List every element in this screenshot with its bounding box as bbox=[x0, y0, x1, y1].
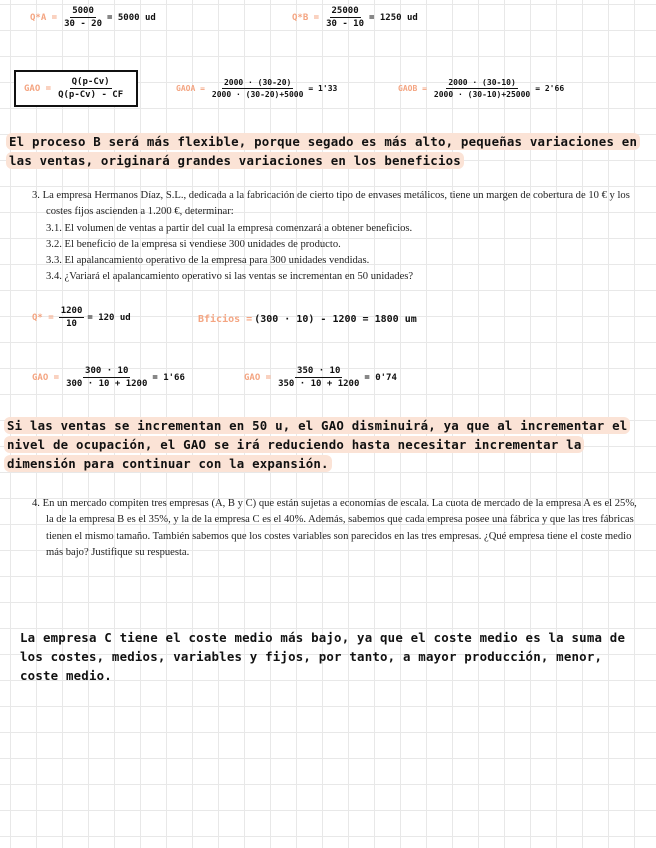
question-3 bbox=[32, 188, 632, 286]
formula-numerator: 2000 · (30-20) bbox=[223, 78, 292, 87]
formula-label: Bficios = bbox=[198, 314, 253, 325]
formula-result: = 5000 ud bbox=[107, 12, 156, 23]
formula-denominator: 30 - 10 bbox=[326, 19, 365, 29]
answer-4-text: La empresa C tiene el coste medio más bajo, ya que el coste medio es la suma de los costes, medios, variables y fijos, por tanto, a mayor producción, menor, coste medio. bbox=[20, 630, 626, 683]
formula-result: = 1'66 bbox=[152, 372, 185, 383]
question-3-item: 3.3. El apalancamiento operativo de la empresa para 300 unidades vendidas. bbox=[46, 255, 370, 267]
formula-denominator: Q(p-Cv) - CF bbox=[58, 90, 124, 100]
formula-gao-b bbox=[398, 78, 564, 99]
formula-result: = 1'33 bbox=[308, 84, 338, 93]
question-4 bbox=[32, 496, 638, 561]
formula-denominator: 300 · 10 + 1200 bbox=[66, 379, 148, 389]
formula-denominator: 2000 · (30-10)+25000 bbox=[433, 90, 531, 99]
formula-gao-350 bbox=[244, 366, 397, 389]
formula-label: GAO = bbox=[244, 372, 272, 383]
answer-1 bbox=[6, 132, 646, 170]
answer-4 bbox=[20, 628, 646, 685]
question-3-list bbox=[32, 221, 632, 286]
formula-label: Q*B = bbox=[292, 12, 320, 23]
formula-gao-300 bbox=[32, 366, 185, 389]
formula-numerator: 2000 · (30-10) bbox=[448, 78, 516, 87]
formula-denominator: 10 bbox=[66, 319, 77, 329]
formula-qa bbox=[30, 6, 156, 29]
formula-result: = 1250 ud bbox=[369, 12, 418, 23]
formula-result: = 0'74 bbox=[364, 372, 397, 383]
formula-label: GAOA = bbox=[176, 84, 205, 93]
question-3-item: 3.2. El beneficio de la empresa si vendiese 300 unidades de producto. bbox=[46, 238, 341, 250]
formula-numerator: 300 · 10 bbox=[85, 366, 129, 376]
formula-numerator: 1200 bbox=[60, 306, 83, 316]
formula-result: = 120 ud bbox=[87, 312, 131, 323]
formula-bficios bbox=[198, 314, 417, 325]
question-3-item: 3.1. El volumen de ventas a partir del cual la empresa comenzará a obtener beneficios. bbox=[46, 222, 413, 234]
question-3-item: 3.4. ¿Variará el apalancamiento operativo si las ventas se incrementan en 50 unidades? bbox=[46, 271, 414, 283]
formula-label: Q*A = bbox=[30, 12, 58, 23]
answer-1-text: El proceso B será más flexible, porque segado es más alto, pequeñas variaciones en las ventas, originará grandes variaciones en los beneficios bbox=[6, 133, 640, 169]
formula-numerator: 25000 bbox=[331, 6, 359, 16]
formula-label: GAO = bbox=[24, 83, 52, 94]
formula-denominator: 350 · 10 + 1200 bbox=[278, 379, 360, 389]
formula-expression: (300 · 10) - 1200 = 1800 um bbox=[254, 314, 417, 325]
formula-numerator: Q(p-Cv) bbox=[71, 77, 110, 87]
formula-gao-general bbox=[14, 70, 138, 107]
formula-numerator: 5000 bbox=[72, 6, 94, 16]
question-4-text: 4. En un mercado compiten tres empresas (A, B y C) que están sujetas a economías de escala. La cuota de mercado de la empresa A es el 25%, la de la empresa B es el 35%, y la de la empresa C es el 40%. Además, sabemos que cada empresa posee una fábrica y que las tres fábricas tienen el mismo tamaño. También sabemos que los costes variables son parecidos en las tres empresas. ¿Qué empresa tiene el coste medio más bajo? Justifique su respuesta. bbox=[32, 498, 637, 558]
question-3-intro: 3. La empresa Hermanos Díaz, S.L., dedicada a la fabricación de cierto tipo de envases metálicos, tiene un margen de cobertura de 10 € y los costes fijos ascienden a 1.200 €, determinar: bbox=[32, 190, 630, 218]
formula-q-star bbox=[32, 306, 131, 329]
formula-denominator: 30 - 20 bbox=[64, 19, 103, 29]
formula-qb bbox=[292, 6, 418, 29]
answer-3-text: Si las ventas se incrementan en 50 u, el GAO disminuirá, ya que al incrementar el nivel de ocupación, el GAO se irá reduciendo hasta necesitar incrementar la dimensión para continuar con la expansión. bbox=[4, 417, 630, 472]
answer-3 bbox=[4, 416, 652, 473]
formula-label: GAOB = bbox=[398, 84, 427, 93]
formula-gao-a bbox=[176, 78, 337, 99]
formula-label: GAO = bbox=[32, 372, 60, 383]
formula-numerator: 350 · 10 bbox=[297, 366, 341, 376]
formula-denominator: 2000 · (30-20)+5000 bbox=[211, 90, 304, 99]
formula-label: Q* = bbox=[32, 312, 54, 323]
formula-result: = 2'66 bbox=[535, 84, 565, 93]
